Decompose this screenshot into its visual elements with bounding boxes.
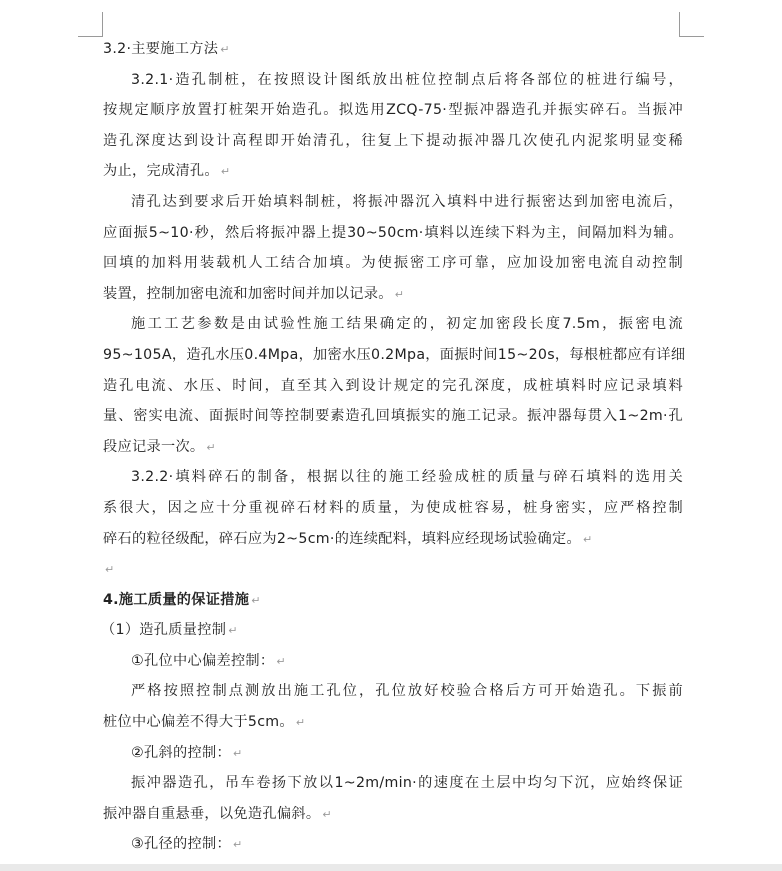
- paragraph-mark: ↵: [232, 838, 243, 852]
- paragraph-mark: ↵: [276, 654, 286, 668]
- paragraph-mark: ↵: [394, 287, 405, 301]
- paragraph-line: 回填的加料用装载机人工结合加填。为使振密工序可靠，应加设加密电流自动控制: [103, 255, 683, 272]
- paragraph-line: 碎石的粒径级配，碎石应为2~5cm·的连续配料，填料应经现场试验确定。 ↵: [103, 530, 593, 547]
- paragraph-line: 清孔达到要求后开始填料制桩，将振冲器沉入填料中进行振密达到加密电流后，: [131, 193, 683, 210]
- paragraph-line: 按规定顺序放置打桩架开始造孔。拟选用ZCQ-75·型振冲器造孔并振实碎石。当振冲: [103, 102, 683, 119]
- paragraph-mark: ↵: [206, 440, 216, 454]
- paragraph-line: 施工工艺参数是由试验性施工结果确定的，初定加密段长度7.5m，振密电流: [131, 316, 683, 333]
- item-title-2: ②孔斜的控制： ↵: [131, 744, 243, 761]
- paragraph-mark: ↵: [295, 716, 306, 730]
- document-body[interactable]: [101, 34, 686, 860]
- paragraph-mark: ↵: [232, 746, 243, 760]
- page-bottom-edge: [0, 864, 782, 871]
- paragraph-line: 量、密实电流、面振时间等控制要素造孔回填振实的施工记录。振冲器每贯入1~2m·孔: [103, 408, 683, 425]
- empty-paragraph: [103, 554, 683, 585]
- paragraph-line: 系很大，因之应十分重视碎石材料的质量，为使成桩容易，桩身密实，应严格控制: [103, 499, 683, 516]
- section-heading-3-2: 3.2·主要施工方法 ↵: [103, 41, 230, 57]
- paragraph-mark: ↵: [251, 593, 261, 607]
- paragraph-line: 3.2.2·填料碎石的制备，根据以往的施工经验成桩的质量与碎石填料的选用关: [131, 469, 683, 486]
- subheading-1: （1）造孔质量控制 ↵: [101, 622, 238, 639]
- paragraph-mark: ↵: [220, 43, 230, 56]
- section-heading-4: 4.施工质量的保证措施 ↵: [103, 591, 261, 608]
- paragraph-mark: ↵: [220, 165, 231, 179]
- paragraph-line: 为止，完成清孔。 ↵: [103, 163, 231, 180]
- paragraph-line: 造孔电流、水压、时间，直至其入到设计规定的完孔深度，成桩填料时应记录填料: [103, 377, 683, 394]
- paragraph-mark: ↵: [228, 624, 238, 638]
- paragraph-line: 振冲器造孔，吊车卷扬下放以1~2m/min·的速度在土层中均匀下沉，应始终保证: [131, 775, 683, 792]
- paragraph-mark: ↵: [583, 532, 593, 546]
- item-title-1: ①孔位中心偏差控制： ↵: [131, 652, 286, 669]
- paragraph-line: 95~105A，造孔水压0.4Mpa，加密水压0.2Mpa，面振时间15~20s，每根桩都应有详细: [103, 346, 686, 363]
- paragraph-mark: ↵: [105, 563, 115, 577]
- paragraph-line: 3.2.1·造孔制桩，在按照设计图纸放出桩位控制点后将各部位的桩进行编号，: [131, 71, 683, 88]
- paragraph-line: 装置，控制加密电流和加密时间并加以记录。 ↵: [103, 285, 405, 302]
- paragraph-line: 应面振5~10·秒，然后将振冲器上提30~50cm·填料以连续下料为主，间隔加料为辅。: [103, 224, 683, 241]
- paragraph-line: 严格按照控制点测放出施工孔位，孔位放好校验合格后方可开始造孔。下振前: [131, 683, 683, 700]
- paragraph-line: 桩位中心偏差不得大于5cm。 ↵: [103, 714, 306, 731]
- paragraph-line: 造孔深度达到设计高程即开始清孔，往复上下提动振冲器几次使孔内泥浆明显变稀: [103, 132, 683, 149]
- margin-corner-top-left: [78, 12, 103, 37]
- item-title-3: ③孔径的控制： ↵: [131, 836, 243, 853]
- paragraph-line: 段应记录一次。 ↵: [103, 438, 216, 455]
- paragraph-line: 振冲器自重悬垂，以免造孔偏斜。 ↵: [103, 805, 332, 822]
- paragraph-mark: ↵: [322, 807, 332, 821]
